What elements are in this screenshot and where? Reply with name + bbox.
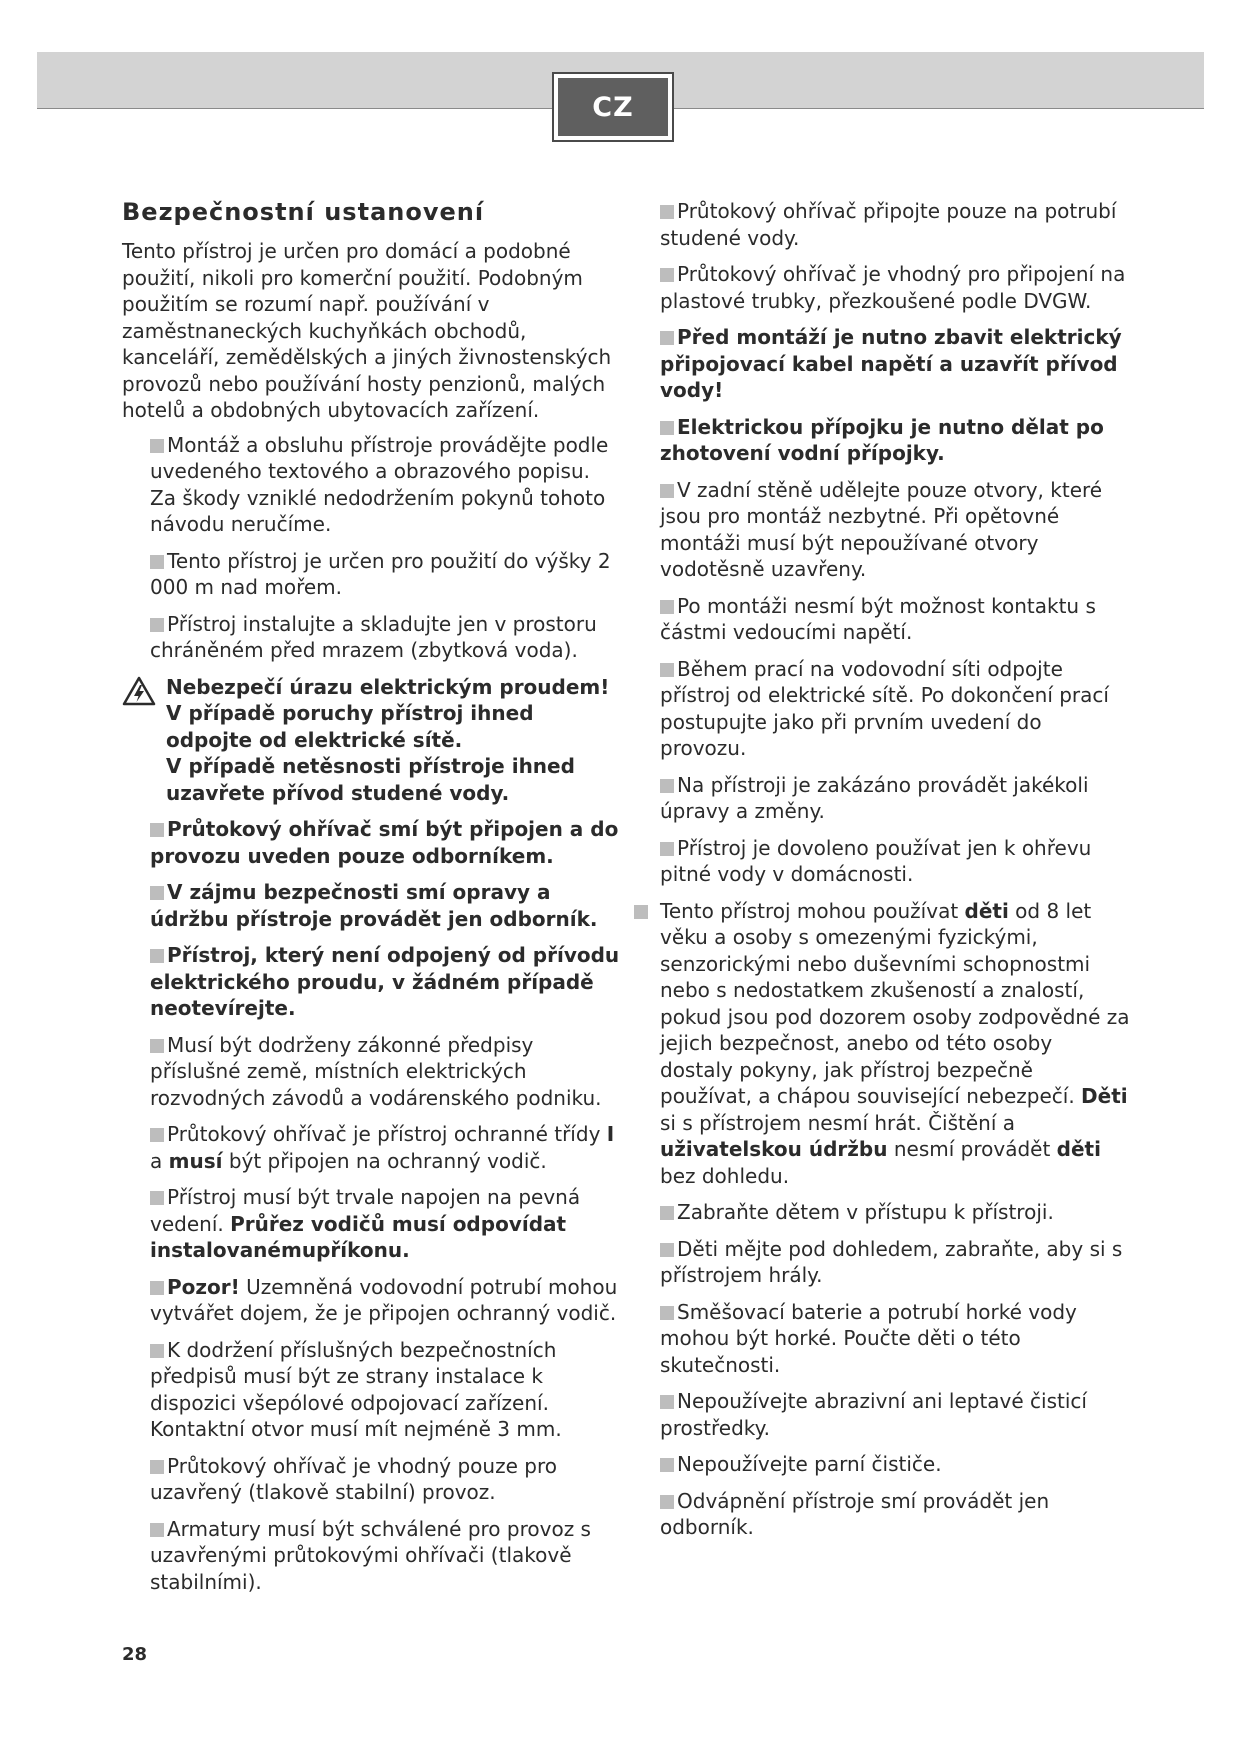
bullet-square-icon [660, 484, 674, 498]
list-item: Průtokový ohřívač je přístroj ochranné třídy I a musí být připojen na ochranný vodič. [150, 1122, 615, 1173]
list-item: Během prací na vodovodní síti odpojte přístroj od elektrické sítě. Po dokončení prací postupujte jako při prvním uvedení do provozu. [660, 656, 1109, 760]
bullet-square-icon [150, 555, 164, 569]
bullet-square-icon [150, 439, 164, 453]
list-item: Armatury musí být schválené pro provoz s uzavřenými průtokovými ohřívači (tlakově stabilními). [150, 1516, 591, 1594]
list-item: Elektrickou přípojku je nutno dělat po zhotovení vodní přípojky. [660, 414, 1104, 465]
bullet-square-icon [150, 1128, 164, 1142]
list-item: Pozor! Uzemněná vodovodní potrubí mohou vytvářet dojem, že je připojen ochranný vodič. [150, 1274, 618, 1325]
list-item: Přístroj je dovoleno používat jen k ohřevu pitné vody v domácnosti. [660, 835, 1092, 886]
bullet-square-icon [150, 618, 164, 632]
bullet-square-icon [150, 823, 164, 837]
list-item: Nepoužívejte parní čističe. [630, 1451, 1130, 1478]
list-item: Směšovací baterie a potrubí horké vody mohou být horké. Poučte děti o této skutečnosti. [660, 1299, 1077, 1377]
bullet-square-icon [660, 205, 674, 219]
bullet-square-icon [660, 600, 674, 614]
bullet-square-icon [634, 905, 648, 919]
bullet-square-icon [660, 1495, 674, 1509]
list-item: Děti mějte pod dohledem, zabraňte, aby si s přístrojem hrály. [660, 1236, 1123, 1287]
bullet-square-icon [660, 1458, 674, 1472]
intro-paragraph: Tento přístroj je určen pro domácí a podobné použití, nikoli pro komerční použití. Podobným použitím se rozumí např. používání v zaměstnaneckých kuchyňkách obchodů, kanceláří, zemědělských a jiných živnostenských provozů nebo používání hosty penzionů, malých hotelů a obdobných ubytovacích zařízení. [122, 239, 612, 422]
bullet-square-icon [660, 421, 674, 435]
list-item: Přístroj, který není odpojený od přívodu elektrického proudu, v žádném případě neotevírejte. [150, 943, 620, 1020]
bullet-square-icon [150, 1344, 164, 1358]
bullet-square-icon [150, 1191, 164, 1205]
list-item: Před montáží je nutno zbavit elektrický připojovací kabel napětí a uzavřít přívod vody! [660, 325, 1122, 402]
bullet-square-icon [660, 842, 674, 856]
list-item: V zájmu bezpečnosti smí opravy a údržbu přístroje provádět jen odborník. [150, 880, 598, 931]
warning-line: Nebezpečí úrazu elektrickým proudem! [166, 674, 610, 699]
page-number: 28 [122, 1644, 148, 1665]
list-item: Montáž a obsluhu přístroje provádějte podle uvedeného textového a obrazového popisu. Za škody vzniklé nedodržením pokynů tohoto návodu neručíme. [150, 432, 609, 536]
left-column [122, 198, 622, 1605]
bullet-square-icon [150, 1523, 164, 1537]
list-item: Po montáži nesmí být možnost kontaktu s částmi vedoucími napětí. [660, 593, 1096, 644]
list-item: K dodržení příslušných bezpečnostních předpisů musí být ze strany instalace k dispozici všepólové odpojovací zařízení. Kontaktní otvor musí mít nejméně 3 mm. [150, 1337, 562, 1441]
bullet-square-icon [660, 663, 674, 677]
list-item: Průtokový ohřívač je vhodný pro připojení na plastové trubky, přezkoušené podle DVGW. [660, 262, 1126, 313]
bullet-square-icon [660, 1206, 674, 1220]
warning-triangle-icon [122, 676, 156, 706]
bullet-square-icon [660, 1395, 674, 1409]
list-item: Průtokový ohřívač připojte pouze na potrubí studené vody. [660, 199, 1117, 250]
bullet-square-icon [660, 268, 674, 282]
right-column [630, 198, 1130, 1551]
list-item: Musí být dodrženy zákonné předpisy příslušné země, místních elektrických rozvodných závodů a vodárenského podniku. [150, 1032, 602, 1110]
list-item: Nepoužívejte abrazivní ani leptavé čisticí prostředky. [660, 1389, 1087, 1440]
section-title: Bezpečnostní ustanovení [122, 198, 485, 226]
electric-shock-warning [122, 674, 622, 807]
bullet-square-icon [660, 1306, 674, 1320]
bullet-square-icon [150, 1460, 164, 1474]
list-item: Na přístroji je zakázáno provádět jakékoli úpravy a změny. [660, 772, 1089, 823]
list-item: Průtokový ohřívač smí být připojen a do provozu uveden pouze odborníkem. [150, 817, 619, 868]
language-code: CZ [558, 78, 668, 136]
bullet-square-icon [150, 1281, 164, 1295]
bullet-square-icon [660, 1243, 674, 1257]
bullet-square-icon [660, 779, 674, 793]
bullet-square-icon [150, 949, 164, 963]
language-badge [552, 72, 674, 142]
bullet-square-icon [660, 331, 674, 345]
list-item: Odvápnění přístroje smí provádět jen odborník. [660, 1488, 1050, 1539]
children-safety-item: Tento přístroj mohou používat děti od 8 let věku a osoby s omezenými fyzickými, senzorickými nebo duševními schopnostmi nebo s nedostatkem zkušeností a znalostí, pokud jsou pod dozorem osoby zodpovědné za jejich bezpečnost, anebo od této osoby dostaly pokyny, jak přístroj bezpečně používat, a chápou související nebezpečí. Děti si s přístrojem nesmí hrát. Čištění a uživatelskou údržbu nesmí provádět děti bez dohledu. [630, 898, 1130, 1190]
list-item: Zabraňte dětem v přístupu k přístroji. [630, 1199, 1130, 1226]
warning-line: V případě netěsnosti přístroje ihned uzavřete přívod studené vody. [166, 754, 575, 805]
list-item: Přístroj musí být trvale napojen na pevná vedení. Průřez vodičů musí odpovídat instalovanémupříkonu. [150, 1185, 581, 1262]
list-item: V zadní stěně udělejte pouze otvory, které jsou pro montáž nezbytné. Při opětovné montáži musí být nepoužívané otvory vodotěsně uzavřeny. [660, 477, 1103, 581]
warning-line: V případě poruchy přístroj ihned odpojte od elektrické sítě. [166, 701, 534, 752]
list-item: Přístroj instalujte a skladujte jen v prostoru chráněném před mrazem (zbytková voda). [150, 611, 597, 662]
bullet-square-icon [150, 886, 164, 900]
bullet-square-icon [150, 1039, 164, 1053]
list-item: Tento přístroj je určen pro použití do výšky 2 000 m nad mořem. [150, 548, 611, 599]
list-item: Průtokový ohřívač je vhodný pouze pro uzavřený (tlakově stabilní) provoz. [150, 1453, 557, 1504]
